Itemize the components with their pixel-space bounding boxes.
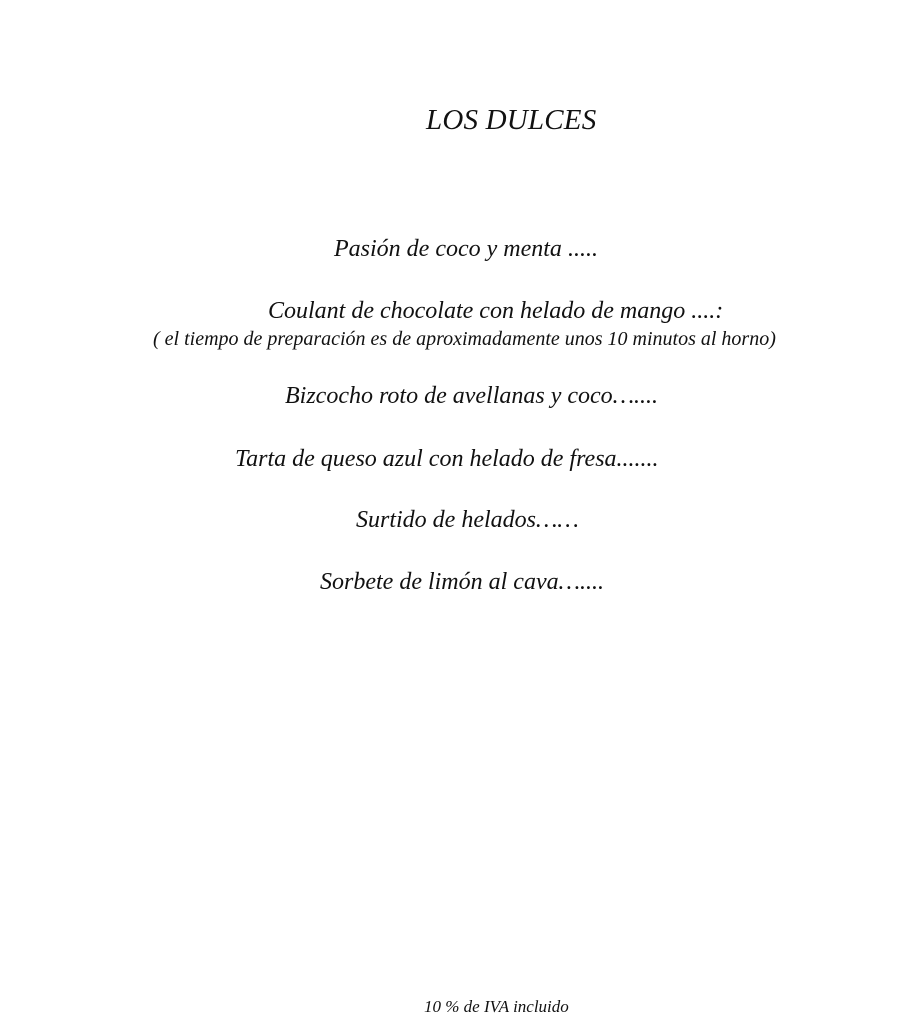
menu-item-name: Surtido de helados [356, 507, 536, 533]
menu-item [334, 237, 598, 261]
menu-item-leader: …… [536, 507, 579, 533]
menu-item-name: Sorbete de limón al cava [320, 569, 559, 595]
menu-item [235, 447, 659, 471]
menu-item-leader: ….... [612, 383, 659, 409]
menu-item [268, 299, 723, 323]
menu-item-note: ( el tiempo de preparación es de aproximadamente unos 10 minutos al horno) [153, 328, 776, 350]
menu-item-name: Tarta de queso azul con helado de fresa [235, 446, 617, 472]
menu-item [320, 570, 604, 594]
menu-item-name: Bizcocho roto de avellanas y coco [285, 383, 613, 409]
menu-item [285, 384, 658, 408]
menu-item-leader: ..... [561, 236, 598, 262]
menu-title: LOS DULCES [426, 104, 597, 136]
menu-item [356, 508, 579, 532]
menu-item-leader: ….... [558, 569, 604, 595]
tax-note: 10 % de IVA incluido [424, 997, 569, 1016]
menu-item-leader: ....: [685, 298, 724, 324]
menu-item-leader: ....... [616, 446, 659, 472]
menu-item-name: Pasión de coco y menta [334, 236, 562, 262]
menu-item-name: Coulant de chocolate con helado de mango [268, 298, 686, 324]
